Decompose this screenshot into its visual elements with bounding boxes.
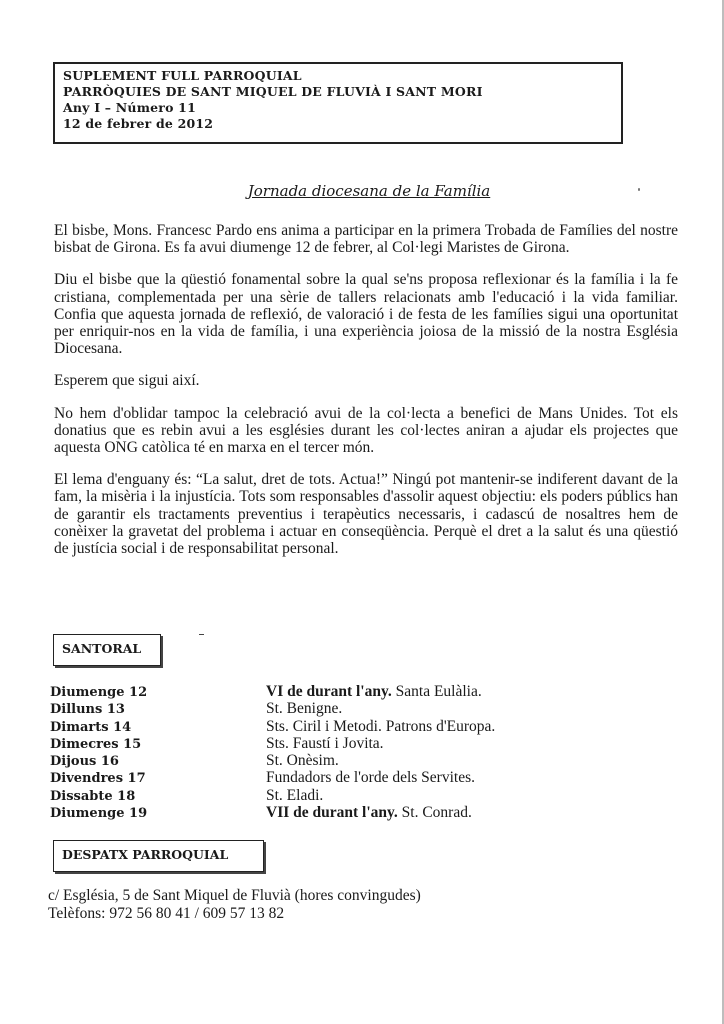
- article-paragraph: No hem d'oblidar tampoc la celebració avui de la col·lecta a benefici de Mans Unides. Tot els donatius que es rebin avui a les esglésies durant les col·lectes aniran a ajudar els projectes que aquesta ONG catòlica té en marxa en el tercer món.: [54, 404, 678, 457]
- santoral-day: Dissabte 18: [50, 788, 136, 804]
- santoral-row: [50, 752, 670, 769]
- santoral-feast: [266, 769, 475, 787]
- article-paragraph: Diu el bisbe que la qüestió fonamental sobre la qual se'ns proposa reflexionar és la família i la fe cristiana, complementada per una sèrie de tallers relacionats amb l'educació i la vida familiar. Confia que aquesta jornada de reflexió, de valoració i de festa de les famílies sigui una oportunitat per enriquir-nos en la vida de família, i una experiència joiosa de la missió de la nostra Església Diocesana.: [54, 271, 678, 358]
- santoral-feast-saint: St. Conrad.: [397, 804, 472, 822]
- santoral-day: Diumenge 12: [50, 685, 148, 700]
- article-paragraph: El lema d'enguany és: “La salut, dret de tots. Actua!” Ningú pot mantenir-se indiferent davant de la fam, la misèria i la injustícia. Tots som responsables d'assolir aquest objectiu: els poders públics han de garantir els tractaments preventius i terapèutics necessaris, i cadascú de nosaltres hem de conèixer la gravetat del problema i actuar en conseqüència. Perquè el dret a la salut és una qüestió de justícia social i de responsabilitat personal.: [54, 471, 678, 558]
- santoral-feast: [266, 718, 495, 736]
- santoral-feast: [266, 787, 323, 805]
- article-paragraph: El bisbe, Mons. Francesc Pardo ens anima a participar en la primera Trobada de Famílies del nostre bisbat de Girona. Es fa avui diumenge 12 de febrer, al Col·legi Maristes de Girona.: [54, 222, 678, 257]
- header-publication-name: SUPLEMENT FULL PARROQUIAL: [63, 68, 302, 83]
- header-parishes: PARRÒQUIES DE SANT MIQUEL DE FLUVIÀ I SANT MORI: [63, 84, 483, 99]
- header-issue-number: Any I – Número 11: [63, 100, 196, 115]
- santoral-day: Divendres 17: [50, 771, 146, 787]
- santoral-day: Dijous 16: [50, 754, 119, 770]
- header-date: 12 de febrer de 2012: [63, 116, 214, 131]
- santoral-feast-title: VII de durant l'any.: [266, 804, 398, 822]
- despatx-phones: Telèfons: 972 56 80 41 / 609 57 13 82: [48, 905, 285, 922]
- santoral-day: Dimecres 15: [50, 736, 142, 752]
- santoral-feast: [266, 683, 482, 701]
- santoral-day: Dimarts 14: [50, 719, 132, 735]
- santoral-row: [50, 769, 670, 786]
- santoral-feast-saint: St. Eladi.: [266, 786, 324, 804]
- santoral-feast-saint: St. Benigne.: [266, 700, 343, 718]
- santoral-feast-saint: Sts. Faustí i Jovita.: [266, 734, 384, 752]
- santoral-day: Dilluns 13: [50, 702, 125, 718]
- bulletin-header-box: [53, 62, 623, 144]
- santoral-feast-saint: Santa Eulàlia.: [391, 683, 482, 700]
- despatx-heading: DESPATX PARROQUIAL: [53, 840, 264, 872]
- santoral-feast: [266, 700, 342, 718]
- santoral-feast-saint: Sts. Ciril i Metodi. Patrons d'Europa.: [266, 717, 496, 735]
- article-paragraph: Esperem que sigui així.: [54, 372, 200, 390]
- despatx-address: c/ Església, 5 de Sant Miquel de Fluvià (hores convingudes): [48, 887, 421, 904]
- santoral-list: [50, 683, 670, 821]
- santoral-day: Diumenge 19: [50, 806, 148, 822]
- santoral-feast-saint: St. Onèsim.: [266, 752, 339, 770]
- article-body: [54, 222, 678, 572]
- santoral-feast: [266, 735, 384, 753]
- santoral-feast-saint: Fundadors de l'orde dels Servites.: [266, 769, 475, 787]
- santoral-feast-title: VI de durant l'any.: [266, 683, 392, 700]
- santoral-row: [50, 718, 670, 735]
- scan-dash: [199, 634, 204, 635]
- santoral-row: [50, 787, 670, 804]
- santoral-row: [50, 735, 670, 752]
- santoral-row: [50, 804, 670, 821]
- scan-speck: [638, 188, 640, 191]
- santoral-feast: [266, 804, 472, 822]
- despatx-contact: [48, 887, 421, 923]
- santoral-row: [50, 683, 670, 700]
- santoral-row: [50, 700, 670, 717]
- santoral-feast: [266, 752, 339, 770]
- santoral-heading: SANTORAL: [53, 634, 161, 666]
- article-title: Jornada diocesana de la Família: [247, 182, 491, 200]
